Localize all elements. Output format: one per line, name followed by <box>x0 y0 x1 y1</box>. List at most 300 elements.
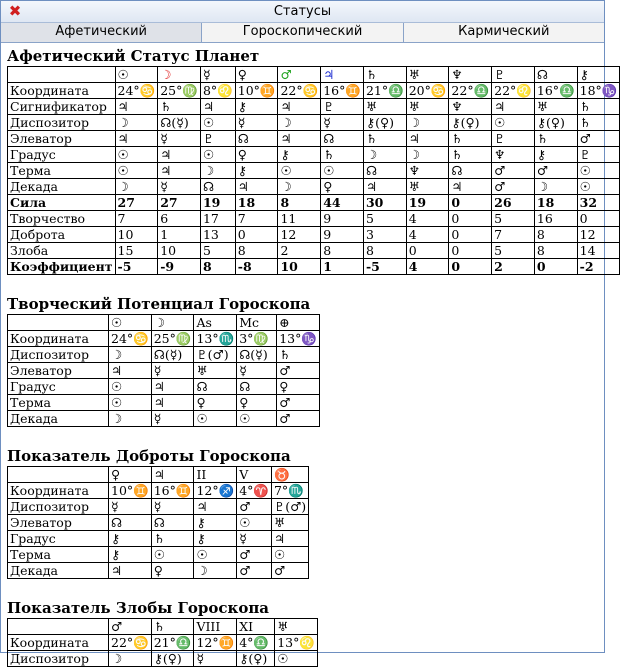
table-cell: ♃ <box>109 563 152 579</box>
table-cell: ☉ <box>194 547 237 563</box>
table-row <box>8 483 309 499</box>
table-header-row <box>8 315 320 331</box>
table-cell: ♄ <box>151 531 194 547</box>
table-cell: ☽ <box>406 115 449 131</box>
table-cell: -8 <box>235 259 278 275</box>
table-cell: ♂ <box>237 499 272 515</box>
table-cell: 3 <box>363 227 406 243</box>
table-cell: 0 <box>449 227 492 243</box>
table-cell: 12 <box>278 227 321 243</box>
column-header-cell: XI <box>237 619 275 635</box>
table-cell: 5 <box>200 243 235 259</box>
column-header-cell: ♄ <box>363 67 406 83</box>
column-header-cell: ☽ <box>158 67 201 83</box>
column-header-cell: ♃ <box>321 67 364 83</box>
table-cell: 14 <box>577 243 620 259</box>
table-cell: ☽ <box>109 651 152 667</box>
table-cell: 0 <box>534 259 577 275</box>
table-cell: ☽ <box>278 115 321 131</box>
row-label-cell: Диспозитор <box>8 115 116 131</box>
table-cell: 7 <box>115 211 158 227</box>
table-row <box>8 499 309 515</box>
row-label-cell: Творчество <box>8 211 116 227</box>
afetic-table <box>7 66 620 275</box>
row-label-cell: Терма <box>8 163 116 179</box>
table-cell: 8 <box>200 259 235 275</box>
table-row <box>8 147 620 163</box>
table-cell: ⚷ <box>109 531 152 547</box>
table-cell: 10 <box>158 243 201 259</box>
table-cell: ☽ <box>363 147 406 163</box>
table-cell: ☽ <box>194 563 237 579</box>
table-cell: 16°♊ <box>151 483 194 499</box>
table-cell: 12°♊ <box>194 635 237 651</box>
table-cell: 2 <box>278 243 321 259</box>
tab-horoscopic[interactable]: Гороскопический <box>202 23 403 42</box>
row-label-cell: Диспозитор <box>8 651 109 667</box>
table-cell: ♃ <box>115 99 158 115</box>
table-cell: ♃ <box>271 531 308 547</box>
table-cell: ☿ <box>235 115 278 131</box>
table-cell: 21°♎ <box>363 83 406 99</box>
creative-title: Творческий Потенциал Гороскопа <box>7 295 311 313</box>
row-label-cell: Координата <box>8 331 109 347</box>
table-cell: ☿ <box>109 499 152 515</box>
table-cell: -9 <box>158 259 201 275</box>
table-cell: 25°♍ <box>151 331 194 347</box>
table-cell: ☊ <box>237 379 277 395</box>
table-cell: 8 <box>363 243 406 259</box>
table-cell: ☊(☿) <box>158 115 201 131</box>
afetic-title: Афетический Статус Планет <box>7 47 260 65</box>
row-label-cell: Элеватор <box>8 131 116 147</box>
table-cell: 18 <box>235 195 278 211</box>
table-cell: ♆ <box>492 147 535 163</box>
table-row <box>8 547 309 563</box>
tab-bar <box>1 23 604 43</box>
table-cell: 21°♎ <box>151 635 194 651</box>
table-cell: ☉ <box>200 147 235 163</box>
table-cell: ☽ <box>115 115 158 131</box>
table-cell: 0 <box>577 211 620 227</box>
table-row <box>8 411 320 427</box>
tab-karmic[interactable]: Кармический <box>404 23 604 42</box>
header-blank-cell <box>8 619 109 635</box>
table-cell: ♅ <box>406 99 449 115</box>
table-cell: 8 <box>534 227 577 243</box>
table-cell: ⚷ <box>235 99 278 115</box>
table-cell: ♄ <box>363 131 406 147</box>
table-cell: 16°♎ <box>534 83 577 99</box>
table-cell: ⚷(♀) <box>237 651 275 667</box>
table-cell: 5 <box>363 211 406 227</box>
table-cell: ♄ <box>449 131 492 147</box>
table-cell: 4°♈ <box>237 483 272 499</box>
table-cell: ☽ <box>109 347 152 363</box>
content-area <box>1 43 618 666</box>
table-cell: ♃ <box>158 163 201 179</box>
table-cell: ♂ <box>271 563 308 579</box>
table-cell: 18 <box>534 195 577 211</box>
table-cell: ☉ <box>200 115 235 131</box>
table-cell: 8°♌ <box>200 83 235 99</box>
table-header-row <box>8 67 620 83</box>
table-cell: ⚷ <box>194 515 237 531</box>
table-cell: ☊ <box>200 179 235 195</box>
table-row <box>8 395 320 411</box>
table-cell: ♆ <box>449 99 492 115</box>
table-cell: 3°♍ <box>237 331 277 347</box>
table-cell: 16 <box>534 211 577 227</box>
table-cell: ♄ <box>577 115 620 131</box>
table-cell: ☉ <box>151 547 194 563</box>
table-cell: ♃ <box>200 99 235 115</box>
table-cell: 13°♌ <box>275 635 318 651</box>
row-label-cell: Декада <box>8 411 109 427</box>
table-cell: ☿ <box>237 531 272 547</box>
header-blank-cell <box>8 67 116 83</box>
table-cell: 0 <box>449 243 492 259</box>
row-label-cell: Коэффициент <box>8 259 116 275</box>
table-cell: ♃ <box>492 99 535 115</box>
kindness-title: Показатель Доброты Гороскопа <box>7 447 291 465</box>
row-label-cell: Градус <box>8 531 109 547</box>
table-cell: ☿ <box>194 651 237 667</box>
table-cell: 5 <box>492 243 535 259</box>
column-header-cell: ♀ <box>235 67 278 83</box>
table-cell: ☿ <box>321 115 364 131</box>
table-cell: ☽ <box>200 163 235 179</box>
column-header-cell: ♇ <box>492 67 535 83</box>
table-cell: ♂ <box>237 563 272 579</box>
creative-table <box>7 314 320 427</box>
table-cell: 7 <box>492 227 535 243</box>
table-cell: 12°♐ <box>194 483 237 499</box>
table-cell: ⚷ <box>235 163 278 179</box>
table-cell: 8 <box>235 243 278 259</box>
kindness-table <box>7 466 309 579</box>
table-cell: ♄ <box>158 99 201 115</box>
table-cell: ☉ <box>321 163 364 179</box>
table-cell: ☉ <box>271 547 308 563</box>
column-header-cell: ♂ <box>109 619 152 635</box>
row-label-cell: Терма <box>8 395 109 411</box>
table-cell: ♂ <box>492 163 535 179</box>
table-cell: ⚷ <box>109 547 152 563</box>
table-cell: 0 <box>449 211 492 227</box>
table-row <box>8 531 309 547</box>
table-cell: 7°♏ <box>271 483 308 499</box>
table-cell: ☉ <box>577 163 620 179</box>
table-cell: ♃ <box>151 395 194 411</box>
table-cell: ⚷ <box>534 147 577 163</box>
table-row <box>8 331 320 347</box>
table-cell: 4 <box>406 211 449 227</box>
table-cell: ⚷(♀) <box>534 115 577 131</box>
column-header-cell: ♅ <box>406 67 449 83</box>
table-cell: ♄ <box>321 147 364 163</box>
table-cell: ♇(♂) <box>194 347 237 363</box>
table-cell: 9 <box>321 227 364 243</box>
table-cell: ♂ <box>237 547 272 563</box>
table-cell: ☿ <box>158 179 201 195</box>
table-cell: 13°♏ <box>194 331 237 347</box>
table-cell: ☊ <box>321 131 364 147</box>
table-row <box>8 347 320 363</box>
table-cell: 1 <box>158 227 201 243</box>
table-cell: 10 <box>278 259 321 275</box>
table-cell: ♃ <box>363 179 406 195</box>
table-cell: ♃ <box>278 99 321 115</box>
table-cell: ☊(☿) <box>151 347 194 363</box>
table-cell: 13°♑ <box>277 331 320 347</box>
table-cell: ♄ <box>449 147 492 163</box>
table-cell: ☿ <box>151 363 194 379</box>
table-cell: ♀ <box>151 563 194 579</box>
window-title: Статусы <box>273 4 332 19</box>
table-cell: ⚷(♀) <box>151 651 194 667</box>
row-label-cell: Градус <box>8 147 116 163</box>
table-cell: ♇ <box>200 131 235 147</box>
table-cell: 13 <box>200 227 235 243</box>
table-row <box>8 131 620 147</box>
table-row <box>8 211 620 227</box>
column-header-cell: ☽ <box>151 315 194 331</box>
malice-table <box>7 618 318 667</box>
table-cell: ♆ <box>406 163 449 179</box>
column-header-cell: ☿ <box>200 67 235 83</box>
table-cell: ⚷(♀) <box>449 115 492 131</box>
table-cell: 20°♋ <box>406 83 449 99</box>
table-cell: 26 <box>492 195 535 211</box>
tab-afetic[interactable]: Афетический <box>1 23 202 42</box>
table-cell: 11 <box>278 211 321 227</box>
table-cell: 44 <box>321 195 364 211</box>
row-label-cell: Элеватор <box>8 515 109 531</box>
table-cell: 0 <box>406 243 449 259</box>
row-label-cell: Доброта <box>8 227 116 243</box>
row-label-cell: Диспозитор <box>8 347 109 363</box>
table-cell: 10°♊ <box>109 483 152 499</box>
table-cell: 8 <box>278 195 321 211</box>
table-header-row <box>8 467 309 483</box>
table-cell: ☊ <box>151 515 194 531</box>
table-cell: ♃ <box>115 131 158 147</box>
row-label-cell: Декада <box>8 563 109 579</box>
table-cell: ☽ <box>109 411 152 427</box>
table-cell: 30 <box>363 195 406 211</box>
table-cell: 9 <box>321 211 364 227</box>
row-label-cell: Градус <box>8 379 109 395</box>
table-cell: ☉ <box>237 515 272 531</box>
table-cell: ♀ <box>237 395 277 411</box>
table-cell: ⚷ <box>278 147 321 163</box>
table-cell: 10°♊ <box>235 83 278 99</box>
table-cell: 5 <box>492 211 535 227</box>
table-cell: ♃ <box>406 131 449 147</box>
table-cell: ♅ <box>534 99 577 115</box>
table-cell: ☉ <box>194 411 237 427</box>
column-header-cell: ⊕ <box>277 315 320 331</box>
table-cell: 18°♑ <box>577 83 620 99</box>
table-cell: ☊ <box>194 379 237 395</box>
table-cell: 7 <box>235 211 278 227</box>
table-cell: 0 <box>235 227 278 243</box>
table-cell: ☿ <box>151 499 194 515</box>
row-label-cell: Сила <box>8 195 116 211</box>
column-header-cell: ♅ <box>275 619 318 635</box>
table-cell: 24°♋ <box>109 331 152 347</box>
table-cell: ☿ <box>237 363 277 379</box>
table-row <box>8 379 320 395</box>
table-cell: ♃ <box>194 499 237 515</box>
table-cell: ☿ <box>158 131 201 147</box>
table-header-row <box>8 619 318 635</box>
table-cell: ♅ <box>363 99 406 115</box>
column-header-cell: ☊ <box>534 67 577 83</box>
row-label-cell: Координата <box>8 83 116 99</box>
close-icon[interactable]: ✖ <box>8 2 22 20</box>
table-cell: ☉ <box>115 147 158 163</box>
table-cell: 0 <box>449 259 492 275</box>
table-cell: ♂ <box>492 179 535 195</box>
table-cell: 2 <box>492 259 535 275</box>
table-cell: 6 <box>158 211 201 227</box>
table-row <box>8 163 620 179</box>
table-cell: 1 <box>321 259 364 275</box>
table-cell: ☉ <box>278 163 321 179</box>
column-header-cell: ⚷ <box>577 67 620 83</box>
table-cell: -5 <box>363 259 406 275</box>
table-cell: ♅ <box>271 515 308 531</box>
table-cell: 19 <box>200 195 235 211</box>
table-cell: ♅ <box>406 179 449 195</box>
row-label-cell: Сигнификатор <box>8 99 116 115</box>
malice-title: Показатель Злобы Гороскопа <box>7 599 270 617</box>
table-cell: ♇ <box>492 131 535 147</box>
table-cell: ♅ <box>194 363 237 379</box>
table-cell: 15 <box>115 243 158 259</box>
table-cell: ☽ <box>534 179 577 195</box>
table-cell: ♇(♂) <box>271 499 308 515</box>
table-cell: ♂ <box>534 163 577 179</box>
table-row <box>8 195 620 211</box>
row-label-cell: Диспозитор <box>8 499 109 515</box>
row-label-cell: Терма <box>8 547 109 563</box>
table-cell: 16°♊ <box>321 83 364 99</box>
table-cell: 27 <box>115 195 158 211</box>
table-cell: ♄ <box>534 131 577 147</box>
table-cell: ♃ <box>109 363 152 379</box>
table-cell: -2 <box>577 259 620 275</box>
table-cell: ☉ <box>109 395 152 411</box>
table-row <box>8 115 620 131</box>
table-cell: ♂ <box>277 395 320 411</box>
table-cell: ☿ <box>151 411 194 427</box>
table-cell: ☉ <box>275 651 318 667</box>
column-header-cell: Mc <box>237 315 277 331</box>
table-cell: 19 <box>406 195 449 211</box>
table-row <box>8 563 309 579</box>
column-header-cell: ♃ <box>151 467 194 483</box>
table-cell: 22°♌ <box>492 83 535 99</box>
table-row <box>8 363 320 379</box>
table-cell: ☽ <box>278 179 321 195</box>
table-cell: 8 <box>321 243 364 259</box>
table-cell: 8 <box>534 243 577 259</box>
column-header-cell: ♄ <box>151 619 194 635</box>
table-cell: ♄ <box>277 347 320 363</box>
table-cell: ♃ <box>151 379 194 395</box>
table-cell: 10 <box>115 227 158 243</box>
column-header-cell: As <box>194 315 237 331</box>
table-cell: ☉ <box>237 411 277 427</box>
column-header-cell: ♆ <box>449 67 492 83</box>
table-cell: ♃ <box>449 179 492 195</box>
table-cell: ☽ <box>115 179 158 195</box>
table-row <box>8 179 620 195</box>
column-header-cell: ♂ <box>278 67 321 83</box>
table-cell: 0 <box>449 195 492 211</box>
table-cell: ⚷(♀) <box>363 115 406 131</box>
column-header-cell: ♀ <box>109 467 152 483</box>
table-cell: -5 <box>115 259 158 275</box>
table-cell: 4°♎ <box>237 635 275 651</box>
column-header-cell: ♉ <box>271 467 308 483</box>
row-label-cell: Координата <box>8 483 109 499</box>
table-cell: 4 <box>406 259 449 275</box>
column-header-cell: ☉ <box>115 67 158 83</box>
table-cell: 4 <box>406 227 449 243</box>
row-label-cell: Элеватор <box>8 363 109 379</box>
table-cell: ☽ <box>406 147 449 163</box>
table-cell: ☉ <box>492 115 535 131</box>
table-cell: ♀ <box>194 395 237 411</box>
table-cell: ♂ <box>577 131 620 147</box>
column-header-cell: VIII <box>194 619 237 635</box>
table-cell: 24°♋ <box>115 83 158 99</box>
table-cell: ♂ <box>277 363 320 379</box>
table-cell: 17 <box>200 211 235 227</box>
table-cell: ☉ <box>577 179 620 195</box>
table-cell: ♇ <box>321 99 364 115</box>
table-cell: ♀ <box>321 179 364 195</box>
table-row <box>8 99 620 115</box>
row-label-cell: Координата <box>8 635 109 651</box>
table-cell: ☊ <box>449 163 492 179</box>
table-cell: ♀ <box>277 379 320 395</box>
column-header-cell: II <box>194 467 237 483</box>
header-blank-cell <box>8 467 109 483</box>
table-cell: 25°♍ <box>158 83 201 99</box>
table-cell: 12 <box>577 227 620 243</box>
title-bar <box>1 1 604 23</box>
table-row <box>8 635 318 651</box>
header-blank-cell <box>8 315 109 331</box>
table-cell: ☉ <box>109 379 152 395</box>
table-cell: ☊ <box>109 515 152 531</box>
table-row <box>8 83 620 99</box>
table-cell: ♃ <box>278 131 321 147</box>
column-header-cell: ☉ <box>109 315 152 331</box>
table-cell: 22°♋ <box>109 635 152 651</box>
column-header-cell: V <box>237 467 272 483</box>
table-cell: 22°♋ <box>278 83 321 99</box>
table-row <box>8 651 318 667</box>
table-cell: ☊ <box>235 131 278 147</box>
table-cell: 32 <box>577 195 620 211</box>
table-row <box>8 243 620 259</box>
